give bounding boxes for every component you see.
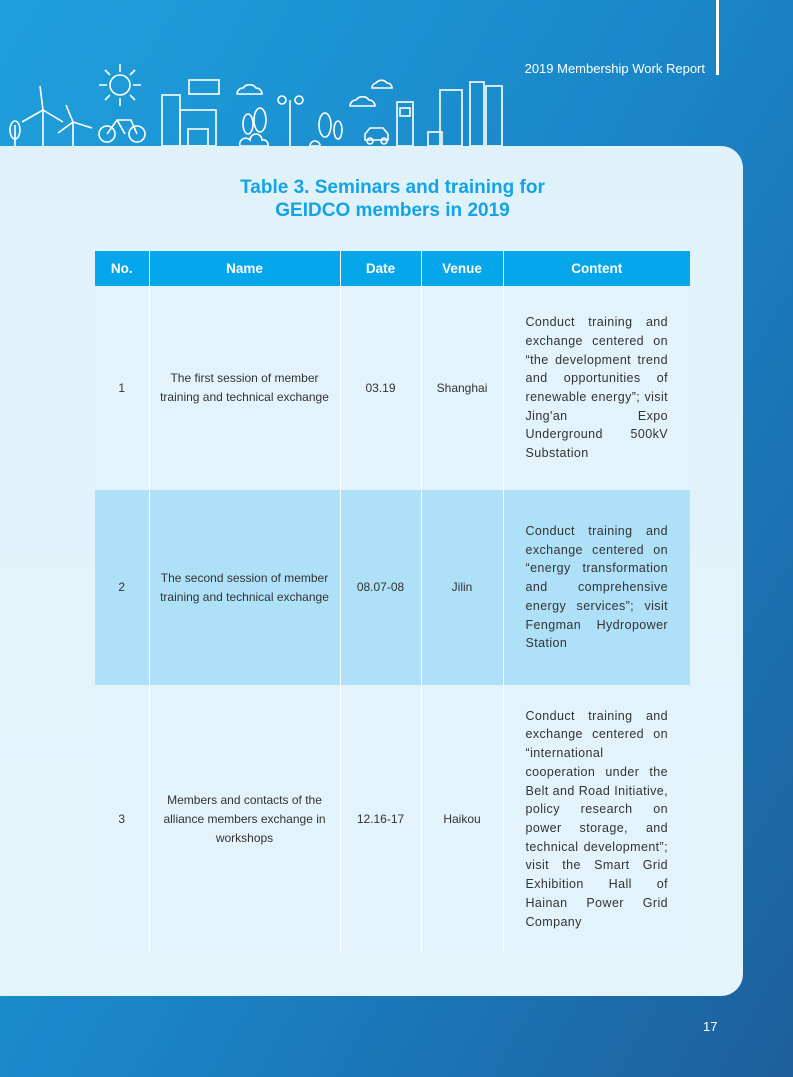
bicycle-icon [99,120,145,142]
cell-date: 12.16-17 [340,685,421,953]
header-name: Name [149,251,340,286]
page-number: 17 [703,1019,718,1034]
cell-name: Members and contacts of the alliance members exchange in workshops [149,685,340,953]
table-title [0,176,785,222]
cell-venue: Jilin [421,490,503,685]
sun-icon [99,64,141,106]
trees-icon [310,113,342,146]
car-icon [365,128,388,144]
cell-date: 03.19 [340,286,421,490]
header-divider [716,0,719,75]
charging-station-icon [397,102,413,146]
cell-venue: Shanghai [421,286,503,490]
cell-no: 1 [95,286,149,490]
cell-name: The first session of member training and technical exchange [149,286,340,490]
title-line-1: Table 3. Seminars and training for [240,177,545,198]
report-title: 2019 Membership Work Report [524,61,705,76]
header-venue: Venue [421,251,503,286]
header-content: Content [503,251,690,286]
cloud-icon [237,85,262,94]
wind-turbine-icon [58,105,92,146]
skyscrapers-icon [428,82,502,146]
cell-venue: Haikou [421,685,503,953]
trees-icon [240,108,268,146]
table-row [95,490,690,685]
cell-content: Conduct training and exchange centered on “international cooperation under the Belt and Road Initiative, policy research on power storage, and technical development”; visit the Smart Grid Exhibition Hall of Hainan Power Grid Company [503,685,690,953]
header-no: No. [95,251,149,286]
cell-content: Conduct training and exchange centered on “the development trend and opportunities of renewable energy”; visit Jing'an Expo Underground 500kV Substation [503,286,690,490]
seminars-table [95,251,690,953]
cell-date: 08.07-08 [340,490,421,685]
tree-icon [10,121,20,146]
header-date: Date [340,251,421,286]
cloud-icon [350,80,392,106]
title-line-2: GEIDCO members in 2019 [275,200,510,221]
cell-content: Conduct training and exchange centered on “energy transformation and comprehensive energy services”; visit Fengman Hydropower Station [503,490,690,685]
wind-turbine-icon [22,86,63,146]
table-row [95,685,690,953]
table-header-row [95,251,690,286]
cell-name: The second session of member training and technical exchange [149,490,340,685]
street-lamp-icon [278,96,303,146]
table-row [95,286,690,490]
cell-no: 2 [95,490,149,685]
building-icon [162,80,219,146]
city-skyline-illustration [0,50,520,146]
cell-no: 3 [95,685,149,953]
